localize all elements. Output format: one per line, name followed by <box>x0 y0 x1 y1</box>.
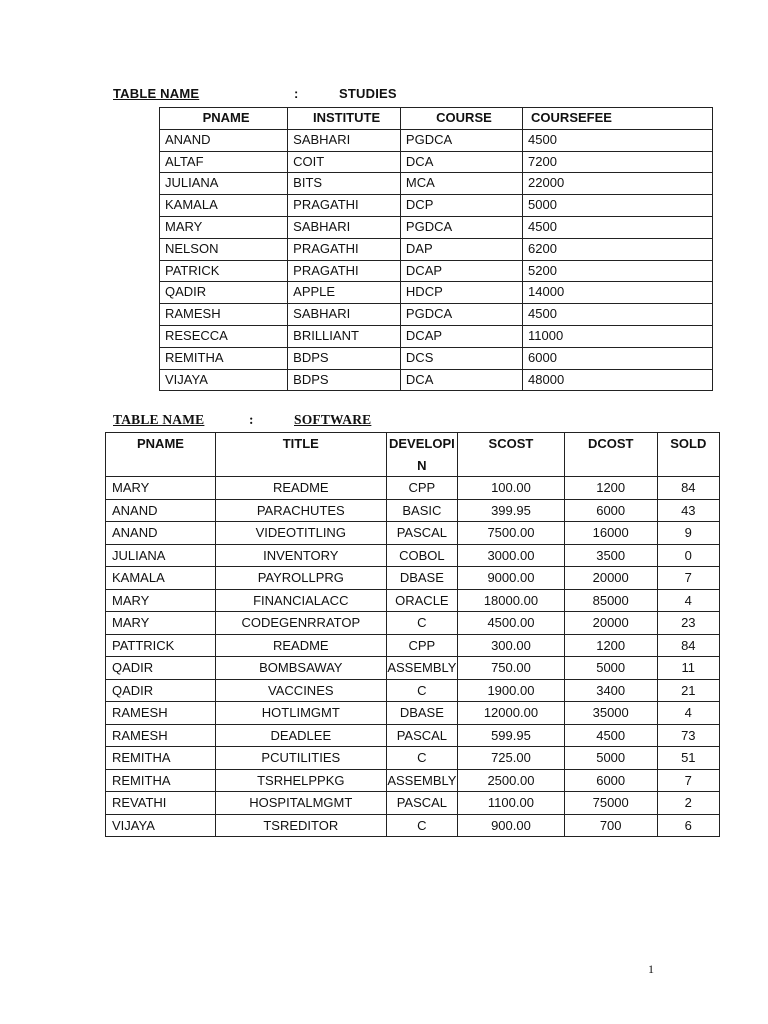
table-cell: RAMESH <box>106 724 216 747</box>
table-cell: COIT <box>288 151 401 173</box>
column-header: SCOST <box>458 433 565 477</box>
table-cell: PRAGATHI <box>288 195 401 217</box>
table-cell: 7500.00 <box>458 522 565 545</box>
table-cell: C <box>386 612 457 635</box>
table-row <box>106 792 720 815</box>
table-cell: 11 <box>657 657 719 680</box>
table-cell: ASSEMBLY <box>386 657 457 680</box>
table-cell: 700 <box>564 814 657 837</box>
table-cell: VIDEOTITLING <box>215 522 386 545</box>
table-cell: 35000 <box>564 702 657 725</box>
table-cell: 1900.00 <box>458 679 565 702</box>
table-cell: 6200 <box>523 238 713 260</box>
table-cell: BRILLIANT <box>288 325 401 347</box>
table-cell: CPP <box>386 634 457 657</box>
table-cell: ANAND <box>160 129 288 151</box>
table-cell: 85000 <box>564 589 657 612</box>
table-cell: ASSEMBLY <box>386 769 457 792</box>
table-cell: ORACLE <box>386 589 457 612</box>
table-row <box>106 702 720 725</box>
table-cell: 5000 <box>564 657 657 680</box>
table-cell: RAMESH <box>106 702 216 725</box>
software-caption-label: TABLE NAME <box>113 412 205 427</box>
table-cell: 750.00 <box>458 657 565 680</box>
table-cell: REMITHA <box>160 347 288 369</box>
table-row <box>160 238 713 260</box>
column-header: INSTITUTE <box>288 108 401 130</box>
table-cell: 1200 <box>564 477 657 500</box>
table-cell: INVENTORY <box>215 544 386 567</box>
software-caption-name: SOFTWARE <box>294 412 372 427</box>
table-cell: 725.00 <box>458 747 565 770</box>
table-row <box>106 567 720 590</box>
table-cell: 6 <box>657 814 719 837</box>
table-cell: MCA <box>400 173 522 195</box>
table-cell: PASCAL <box>386 522 457 545</box>
table-cell: APPLE <box>288 282 401 304</box>
table-cell: NELSON <box>160 238 288 260</box>
table-cell: QADIR <box>160 282 288 304</box>
table-cell: 3500 <box>564 544 657 567</box>
table-cell: 3400 <box>564 679 657 702</box>
table-cell: 4500 <box>523 129 713 151</box>
table-cell: 6000 <box>523 347 713 369</box>
software-caption-colon: : <box>249 412 254 427</box>
table-cell: CPP <box>386 477 457 500</box>
table-cell: PATRICK <box>160 260 288 282</box>
table-cell: PATTRICK <box>106 634 216 657</box>
studies-caption-colon: : <box>294 86 299 101</box>
table-cell: PRAGATHI <box>288 238 401 260</box>
table-row <box>160 304 713 326</box>
table-cell: BITS <box>288 173 401 195</box>
column-header: COURSEFEE <box>523 108 713 130</box>
column-header: PNAME <box>106 433 216 477</box>
table-row <box>106 724 720 747</box>
table-cell: JULIANA <box>160 173 288 195</box>
table-cell: MARY <box>106 477 216 500</box>
table-cell: ANAND <box>106 522 216 545</box>
table-cell: README <box>215 634 386 657</box>
column-header: DEVELOPIN <box>386 433 457 477</box>
studies-caption-name: STUDIES <box>339 86 397 101</box>
table-cell: 6000 <box>564 769 657 792</box>
table-cell: PASCAL <box>386 792 457 815</box>
table-cell: 75000 <box>564 792 657 815</box>
table-cell: REMITHA <box>106 747 216 770</box>
table-cell: 9 <box>657 522 719 545</box>
table-cell: 300.00 <box>458 634 565 657</box>
table-cell: DBASE <box>386 702 457 725</box>
table-row <box>160 129 713 151</box>
table-cell: ANAND <box>106 499 216 522</box>
table-cell: 22000 <box>523 173 713 195</box>
table-row <box>106 477 720 500</box>
table-cell: QADIR <box>106 679 216 702</box>
table-cell: JULIANA <box>106 544 216 567</box>
table-row <box>106 544 720 567</box>
table-row <box>160 195 713 217</box>
table-cell: VIJAYA <box>106 814 216 837</box>
table-cell: VACCINES <box>215 679 386 702</box>
table-cell: 43 <box>657 499 719 522</box>
table-cell: 14000 <box>523 282 713 304</box>
table-cell: 100.00 <box>458 477 565 500</box>
table-cell: RESECCA <box>160 325 288 347</box>
table-cell: 73 <box>657 724 719 747</box>
table-cell: 0 <box>657 544 719 567</box>
table-cell: MARY <box>160 216 288 238</box>
table-cell: DCP <box>400 195 522 217</box>
table-cell: 9000.00 <box>458 567 565 590</box>
table-row <box>106 499 720 522</box>
table-cell: PASCAL <box>386 724 457 747</box>
table-cell: DCA <box>400 151 522 173</box>
table-cell: DBASE <box>386 567 457 590</box>
table-cell: BDPS <box>288 347 401 369</box>
table-row <box>106 612 720 635</box>
table-cell: DEADLEE <box>215 724 386 747</box>
table-cell: 20000 <box>564 567 657 590</box>
table-cell: 5000 <box>523 195 713 217</box>
table-row <box>160 216 713 238</box>
table-cell: DCA <box>400 369 522 391</box>
table-cell: PCUTILITIES <box>215 747 386 770</box>
table-cell: BDPS <box>288 369 401 391</box>
table-cell: 11000 <box>523 325 713 347</box>
table-cell: SABHARI <box>288 129 401 151</box>
column-header: PNAME <box>160 108 288 130</box>
table-cell: 5000 <box>564 747 657 770</box>
table-cell: 599.95 <box>458 724 565 747</box>
table-cell: ALTAF <box>160 151 288 173</box>
column-header: DCOST <box>564 433 657 477</box>
table-cell: 5200 <box>523 260 713 282</box>
table-cell: 900.00 <box>458 814 565 837</box>
table-cell: QADIR <box>106 657 216 680</box>
column-header: TITLE <box>215 433 386 477</box>
table-cell: 16000 <box>564 522 657 545</box>
table-cell: DCAP <box>400 260 522 282</box>
table-cell: CODEGENRRATOP <box>215 612 386 635</box>
table-cell: 1100.00 <box>458 792 565 815</box>
table-cell: C <box>386 747 457 770</box>
table-row <box>160 369 713 391</box>
table-cell: KAMALA <box>106 567 216 590</box>
table-cell: SABHARI <box>288 216 401 238</box>
studies-caption-label: TABLE NAME <box>113 86 200 101</box>
table-cell: C <box>386 679 457 702</box>
studies-table <box>159 107 713 391</box>
table-cell: PGDCA <box>400 216 522 238</box>
table-cell: 4500 <box>523 216 713 238</box>
table-row <box>106 522 720 545</box>
table-row <box>160 260 713 282</box>
table-cell: 4500 <box>564 724 657 747</box>
table-cell: 6000 <box>564 499 657 522</box>
table-cell: COBOL <box>386 544 457 567</box>
table-cell: 84 <box>657 634 719 657</box>
table-cell: VIJAYA <box>160 369 288 391</box>
table-header-row <box>160 108 713 130</box>
table-cell: HOSPITALMGMT <box>215 792 386 815</box>
table-cell: MARY <box>106 612 216 635</box>
table-row <box>106 657 720 680</box>
table-cell: REMITHA <box>106 769 216 792</box>
table-cell: 2500.00 <box>458 769 565 792</box>
table-cell: 18000.00 <box>458 589 565 612</box>
table-row <box>160 282 713 304</box>
table-row <box>106 634 720 657</box>
table-cell: 2 <box>657 792 719 815</box>
table-row <box>106 589 720 612</box>
table-cell: TSRHELPPKG <box>215 769 386 792</box>
table-cell: BASIC <box>386 499 457 522</box>
table-cell: TSREDITOR <box>215 814 386 837</box>
table-cell: 7 <box>657 769 719 792</box>
table-cell: PARACHUTES <box>215 499 386 522</box>
table-row <box>160 347 713 369</box>
table-cell: MARY <box>106 589 216 612</box>
table-cell: RAMESH <box>160 304 288 326</box>
table-header-row <box>106 433 720 477</box>
table-cell: 21 <box>657 679 719 702</box>
table-cell: KAMALA <box>160 195 288 217</box>
software-table <box>105 432 720 837</box>
page-number: 1 <box>648 962 654 976</box>
table-cell: FINANCIALACC <box>215 589 386 612</box>
table-cell: 84 <box>657 477 719 500</box>
table-cell: 399.95 <box>458 499 565 522</box>
table-cell: HOTLIMGMT <box>215 702 386 725</box>
table-cell: 7200 <box>523 151 713 173</box>
table-row <box>160 173 713 195</box>
table-cell: PRAGATHI <box>288 260 401 282</box>
table-cell: 7 <box>657 567 719 590</box>
table-cell: 1200 <box>564 634 657 657</box>
table-cell: 48000 <box>523 369 713 391</box>
table-cell: PAYROLLPRG <box>215 567 386 590</box>
table-cell: HDCP <box>400 282 522 304</box>
table-cell: 20000 <box>564 612 657 635</box>
table-cell: 4 <box>657 589 719 612</box>
table-cell: C <box>386 814 457 837</box>
table-row <box>106 679 720 702</box>
table-cell: DCAP <box>400 325 522 347</box>
table-cell: 51 <box>657 747 719 770</box>
table-row <box>106 769 720 792</box>
table-cell: PGDCA <box>400 304 522 326</box>
table-cell: README <box>215 477 386 500</box>
table-cell: 4500.00 <box>458 612 565 635</box>
table-cell: 4 <box>657 702 719 725</box>
column-header: SOLD <box>657 433 719 477</box>
table-cell: DCS <box>400 347 522 369</box>
column-header: COURSE <box>400 108 522 130</box>
table-cell: SABHARI <box>288 304 401 326</box>
table-row <box>160 151 713 173</box>
table-row <box>106 814 720 837</box>
table-cell: 23 <box>657 612 719 635</box>
table-cell: DAP <box>400 238 522 260</box>
table-cell: 4500 <box>523 304 713 326</box>
table-cell: 12000.00 <box>458 702 565 725</box>
table-row <box>106 747 720 770</box>
table-cell: REVATHI <box>106 792 216 815</box>
table-cell: PGDCA <box>400 129 522 151</box>
table-cell: BOMBSAWAY <box>215 657 386 680</box>
table-cell: 3000.00 <box>458 544 565 567</box>
table-row <box>160 325 713 347</box>
